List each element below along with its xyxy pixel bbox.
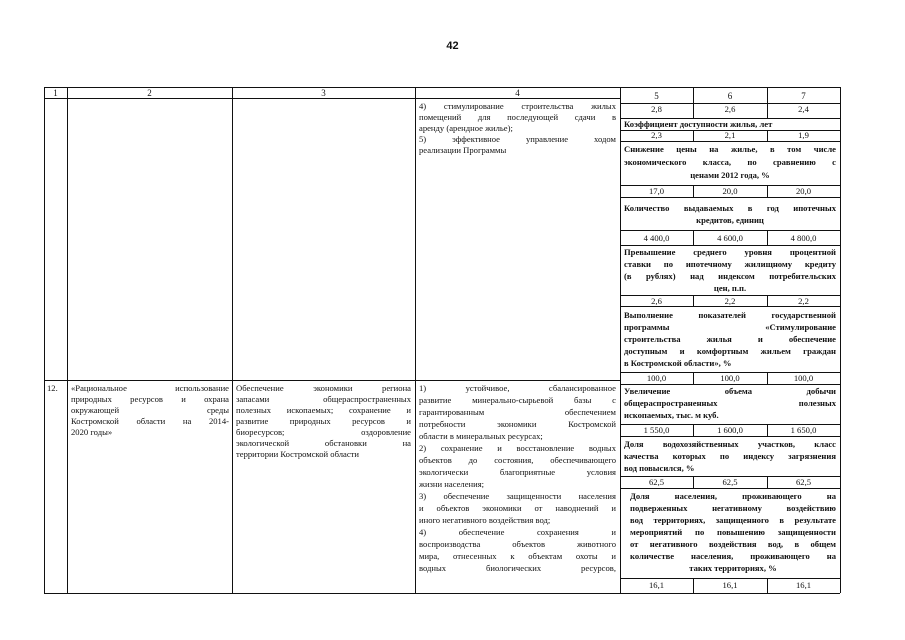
header-col-3: 3: [321, 88, 326, 98]
header-col-1: 1: [53, 88, 58, 98]
header-col-7: 7: [801, 91, 806, 101]
header-col-5: 5: [654, 91, 659, 101]
indicator-label: Коэффициент доступности жилья, лет: [624, 119, 773, 129]
header-col-2: 2: [147, 88, 152, 98]
page-number: 42: [446, 40, 459, 52]
header-col-6: 6: [727, 91, 733, 101]
row-number: 12.: [47, 383, 58, 393]
header-col-4: 4: [515, 88, 520, 98]
